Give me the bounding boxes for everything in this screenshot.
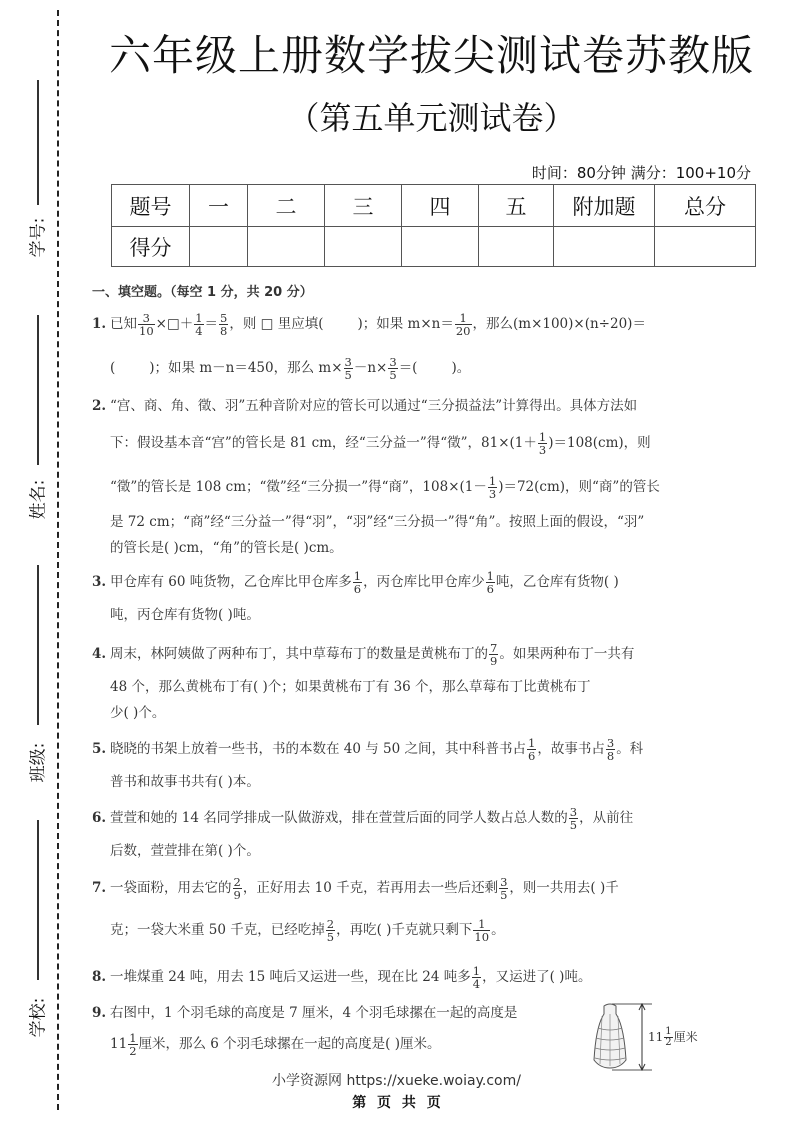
q7-text: ，则一共用去( )千 <box>509 880 619 896</box>
binding-dashed-line <box>57 10 59 1110</box>
fraction: $\frac{1}{3}$ <box>488 474 497 501</box>
q6-text: 萱萱和她的 14 名同学排成一队做游戏，排在萱萱后面的同学人数占总人数的 <box>110 810 568 826</box>
q3-text: 吨，乙仓库有货物( ) <box>495 574 619 590</box>
score-header-cell: 附加题 <box>554 185 655 227</box>
question-number: 1. <box>92 316 107 332</box>
q1-text: ＝ <box>204 316 219 332</box>
name-blank[interactable] <box>37 315 39 465</box>
q7-text: ，正好用去 10 千克，若再用去一些后还剩 <box>242 880 499 896</box>
class-label: 班级: <box>28 742 49 783</box>
student-id-label: 学号: <box>28 217 49 258</box>
score-cell-4[interactable] <box>402 227 479 267</box>
q3-text: 吨，丙仓库有货物( )吨。 <box>110 607 260 623</box>
q7-text: 克；一袋大米重 50 千克，已经吃掉 <box>110 922 325 938</box>
q2-text: 的管长是( )cm，“角”的管长是( )cm。 <box>110 540 343 556</box>
fraction: $\frac{3}{10}$ <box>139 311 154 338</box>
class-blank[interactable] <box>37 565 39 725</box>
figure-label-unit: 厘米 <box>673 1030 698 1044</box>
fraction: $\frac{1}{4}$ <box>472 964 481 991</box>
q3-text: 甲仓库有 60 吨货物，乙仓库比甲仓库多 <box>110 574 352 590</box>
fraction: $\frac{1}{2}$ <box>129 1031 137 1058</box>
fraction: $\frac{1}{6}$ <box>528 736 536 763</box>
q4-text: 。如果两种布丁一共有 <box>499 646 635 662</box>
question-number: 8. <box>92 969 107 985</box>
fraction: $\frac{7}{9}$ <box>490 641 498 668</box>
q2-text: )＝108(cm)，则 <box>548 435 651 451</box>
score-cell-2[interactable] <box>248 227 325 267</box>
fraction: $\frac{1}{4}$ <box>195 311 203 338</box>
q8-text: ，又运进了( )吨。 <box>482 969 592 985</box>
question-number: 4. <box>92 646 107 662</box>
fraction: $\frac{1}{20}$ <box>455 311 471 338</box>
q2-text: “徵”的管长是 108 cm；“徵”经“三分损一”得“商”，108×(1－ <box>110 479 487 495</box>
question-number: 3. <box>92 574 107 590</box>
score-cell-bonus[interactable] <box>554 227 655 267</box>
figure-label-whole: 11 <box>648 1030 664 1044</box>
score-header-cell: 二 <box>248 185 325 227</box>
score-header-cell: 总分 <box>655 185 756 227</box>
q8-text: 一堆煤重 24 吨，用去 15 吨后又运进一些，现在比 24 吨多 <box>110 969 471 985</box>
footer-page-number: 第 页 共 页 <box>352 1095 441 1111</box>
fraction: $\frac{1}{10}$ <box>474 917 490 944</box>
question-number: 9. <box>92 1005 107 1021</box>
q3-text: ，丙仓库比甲仓库少 <box>363 574 485 590</box>
score-header-cell: 一 <box>190 185 248 227</box>
page-subtitle: （第五单元测试卷） <box>287 99 576 137</box>
shuttlecock-stack-figure <box>590 1002 700 1072</box>
score-table <box>111 184 756 267</box>
school-blank[interactable] <box>37 820 39 980</box>
q5-text: 普书和故事书共有( )本。 <box>110 774 260 790</box>
fraction: $\frac{3}{8}$ <box>606 736 615 763</box>
q2-text: “宫、商、角、徵、羽”五种音阶对应的管长可以通过“三分损益法”计算得出。具体方法如 <box>110 398 638 414</box>
question-number: 2. <box>92 398 107 414</box>
question-number: 6. <box>92 810 107 826</box>
q7-text: ，再吃( )千克就只剩下 <box>336 922 473 938</box>
fraction: $\frac{2}{9}$ <box>233 875 241 902</box>
q7-text: 。 <box>491 922 505 938</box>
q4-text: 48 个，那么黄桃布丁有( )个；如果黄桃布丁有 36 个，那么草莓布丁比黄桃布丁 <box>110 679 591 695</box>
q6-text: ，从前往 <box>579 810 634 826</box>
fraction: $\frac{2}{5}$ <box>326 917 335 944</box>
q1-text: ，则 □ 里应填( <box>229 316 324 332</box>
score-cell-3[interactable] <box>325 227 402 267</box>
q2-text: 是 72 cm；“商”经“三分益一”得“羽”，“羽”经“三分损一”得“角”。按照上面的假设，“羽” <box>110 514 645 530</box>
fraction: $\frac{5}{8}$ <box>220 311 228 338</box>
q1-text: ×□＋ <box>155 316 194 332</box>
score-header-cell: 五 <box>479 185 554 227</box>
q5-text: 。科 <box>616 741 644 757</box>
q2-text: 下：假设基本音“宫”的管长是 81 cm，经“三分益一”得“徵”，81×(1＋ <box>110 435 537 451</box>
question-number: 5. <box>92 741 107 757</box>
score-header-cell: 题号 <box>112 185 190 227</box>
q9-text: 右图中，1 个羽毛球的高度是 7 厘米，4 个羽毛球摞在一起的高度是 <box>110 1005 518 1021</box>
score-cell-5[interactable] <box>479 227 554 267</box>
fraction: $\frac{3}{5}$ <box>344 355 352 382</box>
q2-text: )＝72(cm)，则“商”的管长 <box>498 479 660 495</box>
exam-meta: 时间：80分钟 满分：100+10分 <box>531 164 751 182</box>
fraction: $\frac{3}{5}$ <box>500 875 508 902</box>
fraction: $\frac{1}{2}$ <box>665 1026 672 1048</box>
q4-text: 少( )个。 <box>110 705 166 721</box>
score-cell-total[interactable] <box>655 227 756 267</box>
q1-text: )；如果 m－n＝450，那么 m× <box>149 360 343 376</box>
q1-text: ( <box>110 360 116 376</box>
score-cell-1[interactable] <box>190 227 248 267</box>
q1-text: ，那么(m×100)×(n÷20)＝ <box>472 316 646 332</box>
score-table-header-row <box>112 185 756 227</box>
fraction: $\frac{1}{3}$ <box>538 430 547 457</box>
fraction: $\frac{3}{5}$ <box>569 805 578 832</box>
q5-text: ，故事书占 <box>537 741 605 757</box>
q7-text: 一袋面粉，用去它的 <box>110 880 232 896</box>
footer-source-link[interactable]: 小学资源网 https://xueke.woiay.com/ <box>272 1073 521 1089</box>
fraction: $\frac{1}{6}$ <box>353 569 362 596</box>
q4-text: 周末，林阿姨做了两种布丁，其中草莓布丁的数量是黄桃布丁的 <box>110 646 488 662</box>
name-label: 姓名: <box>28 479 49 520</box>
q9-text: 厘米，那么 6 个羽毛球摞在一起的高度是( )厘米。 <box>138 1036 441 1052</box>
score-table-score-row <box>112 227 756 267</box>
q1-text: )；如果 m×n＝ <box>357 316 454 332</box>
q1-text: 已知 <box>110 316 137 332</box>
score-row-label: 得分 <box>112 227 190 267</box>
page-title: 六年级上册数学拔尖测试卷苏教版 <box>108 31 754 80</box>
fraction: $\frac{1}{6}$ <box>486 569 494 596</box>
score-header-cell: 三 <box>325 185 402 227</box>
q5-text: 晓晓的书架上放着一些书，书的本数在 40 与 50 之间，其中科普书占 <box>110 741 527 757</box>
score-header-cell: 四 <box>402 185 479 227</box>
school-label: 学校: <box>28 997 49 1038</box>
q6-text: 后数，萱萱排在第( )个。 <box>110 843 260 859</box>
q1-text: )。 <box>451 360 471 376</box>
section-heading: 一、填空题。（每空 1 分，共 20 分） <box>92 285 313 300</box>
q9-text: 11 <box>110 1036 128 1052</box>
q1-text: ＝( <box>398 360 418 376</box>
question-number: 7. <box>92 880 107 896</box>
fraction: $\frac{3}{5}$ <box>389 355 397 382</box>
q1-text: －n× <box>353 360 388 376</box>
